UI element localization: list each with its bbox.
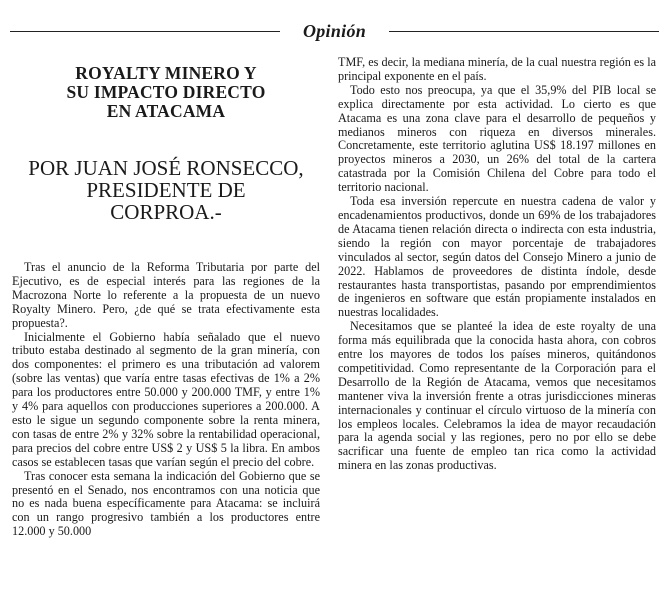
body-paragraph: TMF, es decir, la mediana minería, de la cual nuestra región es la principal exponente en el país. [338,55,656,83]
headline-line: EN ATACAMA [106,101,226,121]
byline-line: POR JUAN JOSÉ RONSECCO, [28,156,304,180]
article-body-left [12,261,320,539]
section-title: Opinión [302,21,367,41]
body-paragraph: Necesitamos que se planteé la idea de este royalty de una forma más equilibrada que la conocida hasta ahora, con cobros entre los mayores de todos los países mineros, quitándonos competitividad. Como representante de la Corporación para el Desarrollo de la Región de Atacama, vemos que necesitamos mantener viva la inversión frente a otras jurisdicciones mineras internacionales y continuar el círculo virtuoso de la minería con los empleos locales. Celebramos la idea de mayor recaudación para la agenda social y las regiones, pero no por ello se debe sacrificar una fuente de empleo tan rica como la actividad minera en las zonas productivas. [338,319,656,473]
right-column [338,56,656,473]
article-headline [12,64,320,121]
body-paragraph: Inicialmente el Gobierno había señalado que el nuevo tributo estaba destinado al segmento de la gran minería, con dos componentes: el primero es una tributación ad valorem (sobre las ventas) que varía entre tasas efectivas de 1% a 2% para los productores entre 50.000 y 200.000 TMF, y entre 1% y 4% para aquellos con producciones superiores a 200.000. A esto le sigue un segundo componente sobre la renta minera, con tasas de entre 2% y 32% sobre la rentabilidad operacional, para precios del cobre entre US$ 2 y US$ 5 la libra. En ambos casos se establecen tasas que varían según el precio del cobre. [12,329,320,469]
section-header [10,18,659,44]
headline-line: ROYALTY MINERO Y [75,63,257,83]
body-paragraph: Tras el anuncio de la Reforma Tributaria por parte del Ejecutivo, es de especial interés para las regiones de la Macrozona Norte lo referente a la propuesta de un nuevo Royalty Minero. Pero, ¿de qué se trata efectivamente esta propuesta?. [12,260,320,330]
article-byline [12,157,320,223]
left-column [12,60,320,539]
article-body-right [338,56,656,473]
body-paragraph: Toda esa inversión repercute en nuestra cadena de valor y encadenamientos productivos, donde un 69% de los trabajadores de Atacama tienen relación directa o indirecta con esta industria, siendo la región con mayor porcentaje de trabajadores vinculados al sector, según datos del Consejo Minero a junio de 2022. Hablamos de proveedores de distinta índole, desde restaurantes hasta transportistas, pasando por emprendimientos de ingenieros en software que están propiamente instalados en nuestras localidades. [338,194,656,320]
byline-line: PRESIDENTE DE [86,178,246,202]
body-paragraph: Tras conocer esta semana la indicación del Gobierno que se presentó en el Senado, nos encontramos con una noticia que no es nada buena específicamente para Atacama: se incluirá con un rango progresivo también a los productores entre 12.000 y 50.000 [12,468,320,539]
byline-line: CORPROA.- [110,200,222,224]
body-paragraph: Todo esto nos preocupa, ya que el 35,9% del PIB local se explica directamente por esta actividad. Lo cierto es que Atacama es una zona clave para el desarrollo de pequeños y medianos mineros con riqueza en diversos minerales. Concretamente, este territorio aglutina US$ 18.197 millones en proyectos mineros a 2030, un 26% del total de la cartera catastrada por la Comisión Chilena del Cobre para todo el territorio nacional. [338,82,656,195]
section-rule-right [389,31,659,32]
headline-line: SU IMPACTO DIRECTO [66,82,266,102]
